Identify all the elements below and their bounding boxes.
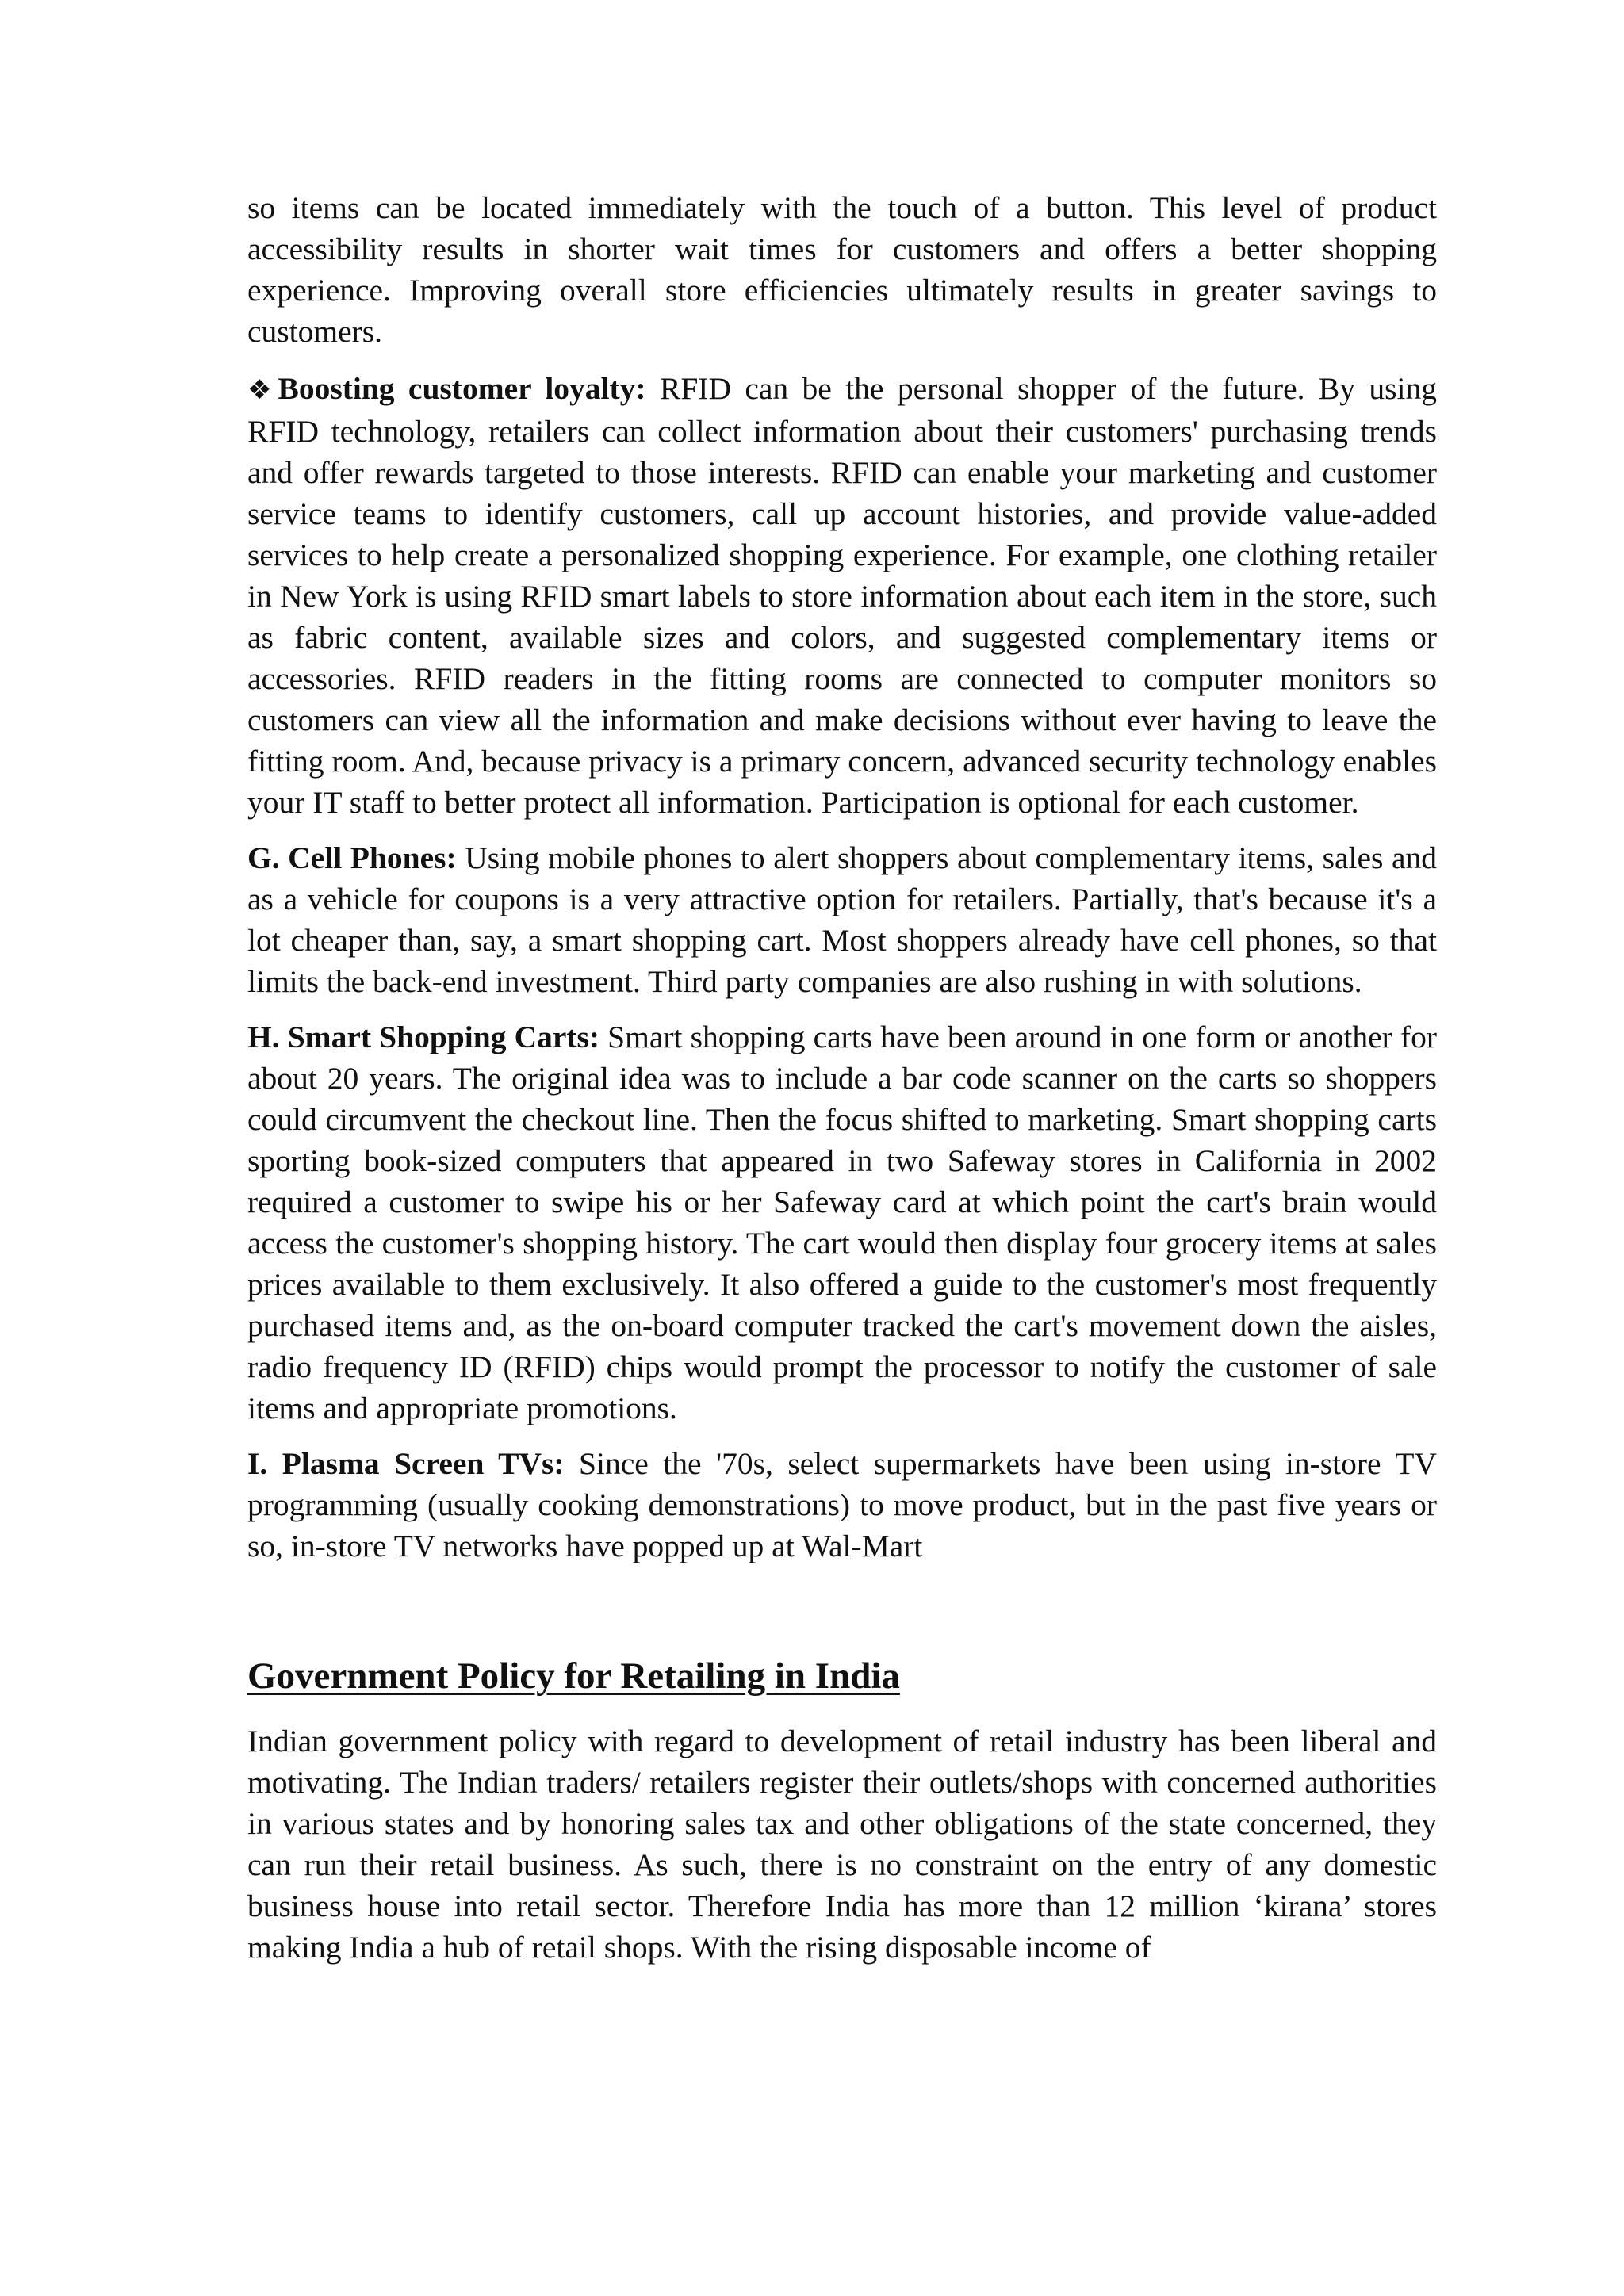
diamond-bullet-icon: ❖ xyxy=(247,374,272,406)
smart-carts-text: Smart shopping carts have been around in one form or another for about 20 years. The original idea was to include a bar code scanner on the carts so shoppers could circumvent the checkout line. Then the focus shifted to marketing. Smart shopping carts sporting book-sized computers that appeared in two Safeway stores in California in 2002 required a customer to swipe his or her Safeway card at which point the cart's brain would access the customer's shopping history. The cart would then display four grocery items at sales prices available to them exclusively. It also offered a guide to the customer's most frequently purchased items and, as the on-board computer tracked the cart's movement down the aisles, radio frequency ID (RFID) chips would prompt the processor to notify the customer of sale items and appropriate promotions. xyxy=(247,1020,1437,1425)
paragraph-cell-phones xyxy=(247,837,1437,1002)
section-heading: Government Policy for Retailing in India xyxy=(247,1655,900,1697)
document-page xyxy=(247,187,1437,1982)
customer-loyalty-heading: Boosting customer loyalty: xyxy=(278,371,646,406)
customer-loyalty-text: RFID can be the personal shopper of the future. By using RFID technology, retailers can collect information about their customers' purchasing trends and offer rewards targeted to those interests. RFID can enable your marketing and customer service teams to identify customers, call up account histories, and provide value-added services to help create a personalized shopping experience. For example, one clothing retailer in New York is using RFID smart labels to store information about each item in the store, such as fabric content, available sizes and colors, and suggested complementary items or accessories. RFID readers in the fitting rooms are connected to computer monitors so customers can view all the information and make decisions without ever having to leave the fitting room. And, because privacy is a primary concern, advanced security technology enables your IT staff to better protect all information. Participation is optional for each customer. xyxy=(247,371,1437,820)
paragraph-smart-carts xyxy=(247,1016,1437,1429)
plasma-tvs-heading: I. Plasma Screen TVs: xyxy=(247,1446,565,1481)
plasma-tvs-text: Since the '70s, select supermarkets have been using in-store TV programming (usually cooking demonstrations) to move product, but in the past five years or so, in-store TV networks have popped up at Wal-Mart xyxy=(247,1446,1437,1563)
paragraph-plasma-tvs xyxy=(247,1443,1437,1567)
paragraph-store-efficiency: so items can be located immediately with the touch of a button. This level of product accessibility results in shorter wait times for customers and offers a better shopping experience. Improving overall store efficiencies ultimately results in greater savings to customers. xyxy=(247,190,1437,349)
cell-phones-heading: G. Cell Phones: xyxy=(247,840,457,875)
cell-phones-text: Using mobile phones to alert shoppers about complementary items, sales and as a vehicle for coupons is a very attractive option for retailers. Partially, that's because it's a lot cheaper than, say, a smart shopping cart. Most shoppers already have cell phones, so that limits the back-end investment. Third party companies are also rushing in with solutions. xyxy=(247,840,1437,999)
smart-carts-heading: H. Smart Shopping Carts: xyxy=(247,1020,600,1054)
paragraph-government-policy: Indian government policy with regard to development of retail industry has been liberal and motivating. The Indian traders/ retailers register their outlets/shops with concerned authorities in various states and by honoring sales tax and other obligations of the state concerned, they can run their retail business. As such, there is no constraint on the entry of any domestic business house into retail sector. Therefore India has more than 12 million ‘kirana’ stores making India a hub of retail shops. With the rising disposable income of xyxy=(247,1724,1437,1965)
paragraph-customer-loyalty xyxy=(247,368,1437,823)
